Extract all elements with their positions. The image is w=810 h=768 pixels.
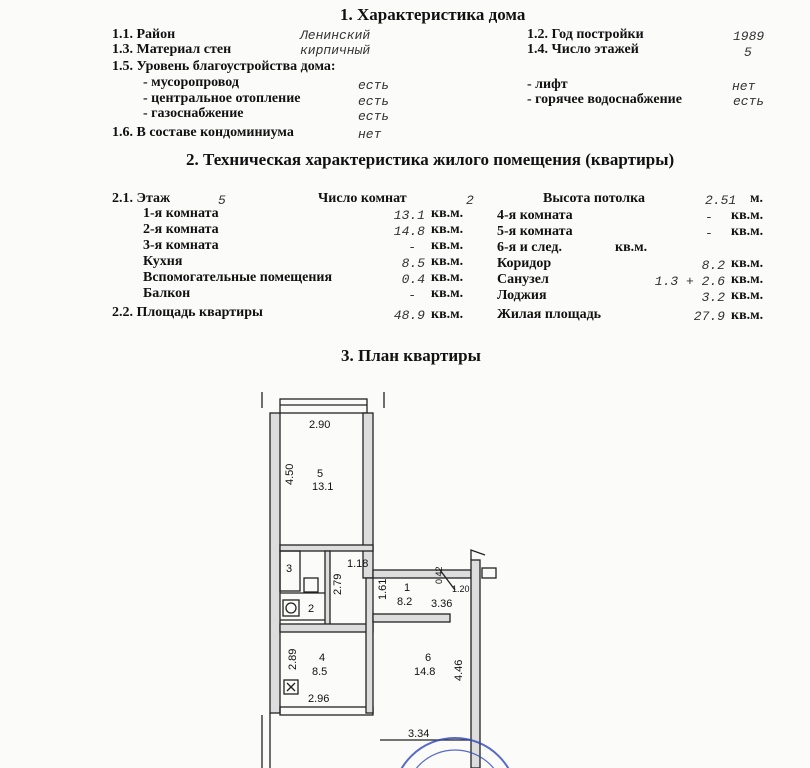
living-unit: кв.м. xyxy=(731,308,764,323)
plan-dim-kitchen-w: 2.96 xyxy=(308,693,330,705)
plan-room2-num: 2 xyxy=(308,603,315,615)
ceiling-unit: м. xyxy=(750,191,764,206)
year-label: 1.2. Год постройки xyxy=(527,27,644,42)
plan-dim-336: 3.36 xyxy=(431,598,453,610)
room2-unit: кв.м. xyxy=(431,222,464,237)
hotwater-label: - горячее водоснабжение xyxy=(527,92,682,107)
plan-dim-bottom: 3.34 xyxy=(408,728,430,740)
room1-unit: кв.м. xyxy=(431,206,464,221)
section3-title: 3. План квартиры xyxy=(341,346,481,365)
stamp xyxy=(393,738,517,768)
room3-unit: кв.м. xyxy=(431,238,464,253)
wall-value: кирпичный xyxy=(300,43,371,58)
floor-value: 5 xyxy=(218,193,226,208)
room2-value: 14.8 xyxy=(393,224,425,239)
ceiling-label: Высота потолка xyxy=(543,191,645,206)
plan-dim-room6-h: 4.46 xyxy=(453,659,465,681)
loggia-label: Лоджия xyxy=(497,288,547,303)
room4-value: - xyxy=(705,210,713,225)
room5-value: - xyxy=(705,226,713,241)
room5-unit: кв.м. xyxy=(731,224,764,239)
bath-value: 1.3 + 2.6 xyxy=(654,274,725,289)
plan-dim-top: 2.90 xyxy=(309,419,331,431)
room6-unit: кв.м. xyxy=(615,240,648,255)
floors-label: 1.4. Число этажей xyxy=(527,42,639,57)
plan-room1-area: 8.2 xyxy=(397,596,413,608)
plan-dim-room5-h: 4.50 xyxy=(284,463,296,485)
plan-room5-area: 13.1 xyxy=(312,481,334,493)
aux-value: 0.4 xyxy=(401,272,425,287)
area-unit: кв.м. xyxy=(431,307,464,322)
garbage-label: - мусоропровод xyxy=(143,75,239,90)
plan-room4-area: 8.5 xyxy=(312,666,328,678)
hotwater-value: есть xyxy=(733,94,765,109)
room6-label: 6-я и след. xyxy=(497,240,562,255)
area-value: 48.9 xyxy=(393,308,425,323)
room1-label: 1-я комната xyxy=(143,206,219,221)
balcony-unit: кв.м. xyxy=(431,286,464,301)
plan-room6-num: 6 xyxy=(425,652,432,664)
plan-room1-num: 1 xyxy=(404,582,411,594)
section1-title: 1. Характеристика дома xyxy=(340,5,526,24)
living-value: 27.9 xyxy=(693,309,725,324)
section2-title: 2. Техническая характеристика жилого помещения (квартиры) xyxy=(186,150,675,169)
room4-unit: кв.м. xyxy=(731,208,764,223)
bath-label: Санузел xyxy=(497,272,549,287)
room3-value: - xyxy=(408,240,416,255)
plan-dim-corr-h: 1.61 xyxy=(377,578,389,600)
corridor-value: 8.2 xyxy=(701,258,725,273)
gas-label: - газоснабжение xyxy=(143,106,244,121)
year-value: 1989 xyxy=(733,29,765,44)
lift-value: нет xyxy=(732,79,756,94)
heating-value: есть xyxy=(358,94,390,109)
room1-value: 13.1 xyxy=(393,208,425,223)
room4-label: 4-я комната xyxy=(497,208,573,223)
rooms-label: Число комнат xyxy=(318,191,407,206)
plan-room5-num: 5 xyxy=(317,468,324,480)
aux-label: Вспомогательные помещения xyxy=(143,270,333,285)
corridor-label: Коридор xyxy=(497,256,552,271)
plan-room6-area: 14.8 xyxy=(414,666,436,678)
gas-value: есть xyxy=(358,109,390,124)
wall-label: 1.3. Материал стен xyxy=(112,42,232,57)
plan-dim-kitchen-h: 2.89 xyxy=(287,648,299,670)
kitchen-value: 8.5 xyxy=(401,256,425,271)
floors-value: 5 xyxy=(744,45,752,60)
area-label: 2.2. Площадь квартиры xyxy=(112,305,263,320)
district-label: 1.1. Район xyxy=(112,27,176,42)
amenities-label: 1.5. Уровень благоустройства дома: xyxy=(112,59,336,74)
rooms-value: 2 xyxy=(466,193,474,208)
loggia-value: 3.2 xyxy=(701,290,725,305)
garbage-value: есть xyxy=(358,78,390,93)
loggia-unit: кв.м. xyxy=(731,288,764,303)
room5-label: 5-я комната xyxy=(497,224,573,239)
condo-label: 1.6. В составе кондоминиума xyxy=(112,125,294,140)
ceiling-value: 2.51 xyxy=(705,193,737,208)
room2-label: 2-я комната xyxy=(143,222,219,237)
plan-dim-bath-h: 2.79 xyxy=(332,573,344,595)
floor-label: 2.1. Этаж xyxy=(112,191,171,206)
plan-dim-042: 0.42 xyxy=(434,566,444,584)
plan-dim-bath-w: 1.18 xyxy=(347,558,369,570)
aux-unit: кв.м. xyxy=(431,270,464,285)
living-label: Жилая площадь xyxy=(497,307,602,322)
district-value: Ленинский xyxy=(300,28,371,43)
plan-dim-120: 1.20 xyxy=(452,584,470,594)
plan-room4-num: 4 xyxy=(319,652,326,664)
condo-value: нет xyxy=(358,127,382,142)
balcony-value: - xyxy=(408,288,416,303)
corridor-unit: кв.м. xyxy=(731,256,764,271)
kitchen-unit: кв.м. xyxy=(431,254,464,269)
heating-label: - центральное отопление xyxy=(143,91,301,106)
lift-label: - лифт xyxy=(527,77,568,92)
balcony-label: Балкон xyxy=(143,286,191,301)
bath-unit: кв.м. xyxy=(731,272,764,287)
room3-label: 3-я комната xyxy=(143,238,219,253)
plan-room3-num: 3 xyxy=(286,563,293,575)
kitchen-label: Кухня xyxy=(143,254,183,269)
